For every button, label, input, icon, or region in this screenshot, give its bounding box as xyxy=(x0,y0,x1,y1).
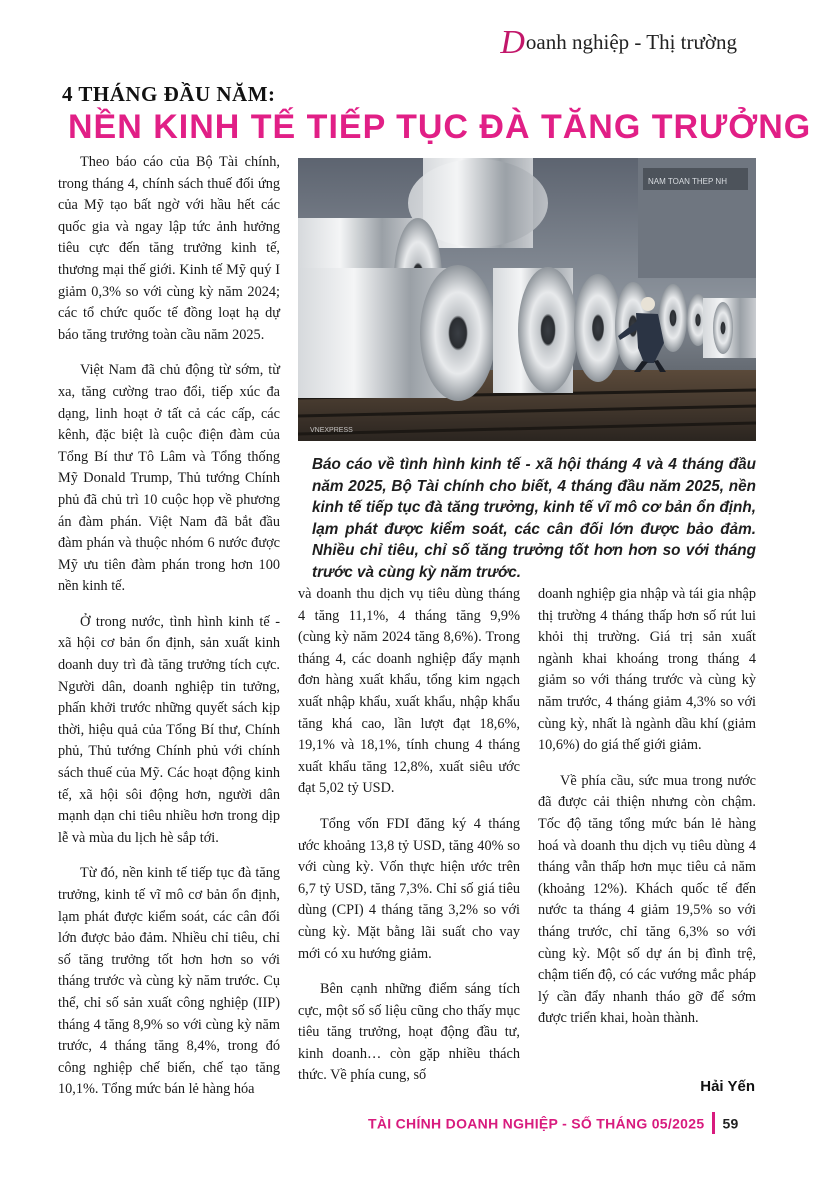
paragraph: và doanh thu dịch vụ tiêu dùng tháng 4 tăng 11,1%, 4 tháng tăng 9,9% (cùng kỳ năm 2024 tăng 8,6%). Trong tháng 4, các doanh nghiệp đẩy mạnh đơn hàng xuất khẩu, tổng kim ngạch xuất nhập khẩu, xuất khẩu, nhập khẩu tăng khá cao, lần lượt đạt 18,6%, 19,1% và 18,1%, tính chung 4 tháng xuất khẩu tăng 12,8%, xuất siêu ước đạt 5,02 tỷ USD. xyxy=(298,586,520,797)
paragraph: Tổng vốn FDI đăng ký 4 tháng ước khoảng 13,8 tỷ USD, tăng 40% so với cùng kỳ. Vốn thực hiện ước trên 6,7 tỷ USD, tăng 7,3%. Chỉ số giá tiêu dùng (CPI) 4 tháng tăng 3,2% so với cùng kỳ. Mặt bằng lãi suất cho vay mới có xu hướng giảm. xyxy=(298,815,520,962)
text-column-3 xyxy=(538,584,756,1044)
footer-divider xyxy=(712,1112,715,1134)
section-drop-letter: D xyxy=(500,24,525,61)
paragraph: doanh nghiệp gia nhập và tái gia nhập thị trường 4 tháng thấp hơn số rút lui khỏi thị trường. Giá trị sản xuất ngành khai khoáng trong tháng 4 giảm so với tháng trước và cùng kỳ năm trước, 4 tháng giảm 4,3% so với cùng kỳ, nhất là ngành dầu khí (giảm 10,6%) do giá thế giới giảm. xyxy=(538,586,756,754)
text-column-2 xyxy=(298,584,520,1101)
article-headline: NỀN KINH TẾ TIẾP TỤC ĐÀ TĂNG TRƯỞNG xyxy=(68,108,812,146)
article-kicker: 4 THÁNG ĐẦU NĂM: xyxy=(62,82,276,106)
paragraph: Về phía cầu, sức mua trong nước đã được cải thiện nhưng còn chậm. Tốc độ tăng tổng mức bán lẻ hàng hoá và doanh thu dịch vụ tiêu dùng 4 tháng vẫn thấp hơn mục tiêu cả năm (khoảng 12%). Khách quốc tế đến nước ta tháng 4 giảm 19,5% so với tháng trước, chỉ tăng 6,3% so với cùng kỳ. Một số dự án bị đình trệ, chậm tiến độ, có các vướng mắc pháp lý cần đẩy nhanh tháo gỡ để sớm được triển khai, hoàn thành. xyxy=(538,772,756,1027)
steel-coil-photo xyxy=(298,158,756,441)
publication-name: TÀI CHÍNH DOANH NGHIỆP - SỐ THÁNG 05/2025 xyxy=(368,1115,705,1132)
article-lead: Báo cáo về tình hình kinh tế - xã hội tháng 4 và 4 tháng đầu năm 2025, Bộ Tài chính cho biết, 4 tháng đầu năm 2025, nền kinh tế tiếp tục đà tăng trưởng, kinh tế vĩ mô cơ bản ổn định, lạm phát được kiểm soát, các cân đối lớn được bảo đảm. Nhiều chỉ tiêu, chỉ số tăng trưởng tốt hơn hơn so với tháng trước và cùng kỳ năm trước. xyxy=(312,456,756,581)
photo-watermark: VNEXPRESS xyxy=(310,427,353,434)
page-footer xyxy=(368,1114,739,1136)
paragraph: Theo báo cáo của Bộ Tài chính, trong tháng 4, chính sách thuế đối ứng của Mỹ tạo bất ngờ với hầu hết các quốc gia và ngay lập tức ảnh hưởng tiêu cực đến tăng trưởng kinh tế, thương mại thế giới. Kinh tế Mỹ quý I giảm 0,3% so với cùng kỳ năm 2024; các tổ chức quốc tế đồng loạt hạ dự báo tăng trưởng toàn cầu năm 2025. xyxy=(58,154,280,343)
paragraph: Việt Nam đã chủ động từ sớm, từ xa, tăng cường trao đổi, tiếp xúc đa dạng, linh hoạt ở tất cả các cấp, các kênh, đặc biệt là cuộc điện đàm của Tổng Bí thư Tô Lâm và Tổng thống Mỹ Donald Trump, Thủ tướng Chính phủ đã chủ trì 10 cuộc họp về phương án đàm phán. Việt Nam đã bắt đầu đàm phán và thuộc nhóm 6 nước được Mỹ ưu tiên đàm phán trong hơn 100 nền kinh tế. xyxy=(58,362,280,595)
paragraph: Bên cạnh những điểm sáng tích cực, một số số liệu cũng cho thấy mục tiêu tăng trưởng, hoạt động đầu tư, kinh doanh… còn gặp nhiều thách thức. Về phía cung, số xyxy=(298,981,520,1084)
text-column-1 xyxy=(58,152,280,1115)
paragraph: Từ đó, nền kinh tế tiếp tục đà tăng trưởng, kinh tế vĩ mô cơ bản ổn định, lạm phát được kiểm soát, các cân đối lớn được bảo đảm. Nhiều chỉ tiêu, chỉ số tăng trưởng tốt hơn hơn so với tháng trước và cùng kỳ năm trước. Cụ thể, chỉ số sản xuất công nghiệp (IIP) tháng 4 tăng 8,9% so với cùng kỳ năm trước, 4 tháng tăng 8,4%, trong đó công nghiệp chế biến, chế tạo tăng 10,1%. Tổng mức bán lẻ hàng hóa xyxy=(58,865,280,1098)
factory-sign: NAM TOAN THEP NH xyxy=(648,177,727,186)
author-byline: Hải Yến xyxy=(700,1078,755,1095)
page-number: 59 xyxy=(722,1115,739,1132)
section-header xyxy=(500,24,737,61)
section-title: oanh nghiệp - Thị trường xyxy=(525,30,737,54)
paragraph: Ở trong nước, tình hình kinh tế - xã hội cơ bản ổn định, sản xuất kinh doanh duy trì đà tăng trưởng tích cực. Người dân, doanh nghiệp tin tưởng, phấn khởi trước những quyết sách kịp thời, hiệu quả của Tổng Bí thư, Chính phủ, Thủ tướng Chính phủ với chính sách thuế của Mỹ. Các hoạt động kinh tế, xã hội sôi động hơn, người dân mạnh dạn chi tiêu nhiều hơn trong dịp lễ và mùa du lịch hè sắp tới. xyxy=(58,613,280,846)
